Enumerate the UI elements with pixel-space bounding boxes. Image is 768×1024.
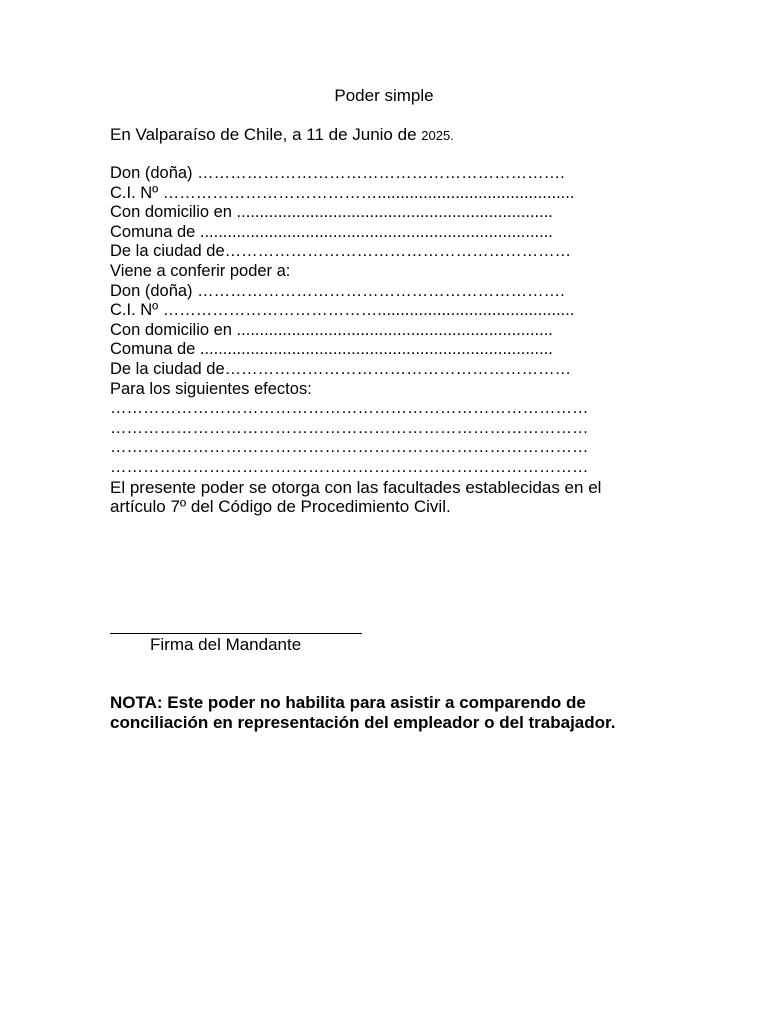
date-year: 2025. [421, 128, 454, 143]
place-date-line [110, 125, 454, 146]
efectos-label-line: Para los siguientes efectos: [110, 379, 312, 398]
signature-label: Firma del Mandante [150, 635, 302, 654]
mandatario-comuna-line: Comuna de ............................................................................. [110, 340, 553, 359]
mandatario-address-line: Con domicilio en ..................................................................... [110, 320, 553, 339]
closing-paragraph: El presente poder se otorga con las facultades establecidas en el artículo 7º del Código de Procedimiento Civil. [110, 477, 602, 517]
efectos-blank-line: …………………………………………………………………………… [110, 399, 589, 418]
confer-poder-line: Viene a conferir poder a: [110, 261, 291, 280]
efectos-blank-line: …………………………………………………………………………… [110, 457, 589, 476]
efectos-blank-line: …………………………………………………………………………… [110, 438, 589, 457]
mandante-city-line: De la ciudad de……………………………………………………… [110, 242, 572, 261]
mandatario-ci-line: C.I. Nº …………………………………........................................... [110, 301, 575, 320]
mandante-ci-line: C.I. Nº …………………………………........................................... [110, 183, 575, 202]
mandante-comuna-line: Comuna de ............................................................................. [110, 222, 553, 241]
nota-paragraph: NOTA: Este poder no habilita para asistir a comparendo de conciliación en representación del empleador o del trabajador. [110, 693, 616, 732]
efectos-blank-line: …………………………………………………………………………… [110, 418, 589, 437]
form-fields [110, 164, 650, 517]
document-title: Poder simple [334, 86, 434, 105]
mandante-address-line: Con domicilio en ..................................................................... [110, 203, 553, 222]
signature-line [110, 614, 362, 634]
mandante-name-line: Don (doña) …………………………………………………………. [110, 164, 565, 182]
mandatario-city-line: De la ciudad de……………………………………………………… [110, 359, 572, 378]
place-date-text: En Valparaíso de Chile, a 11 de Junio de [110, 125, 422, 144]
signature-block [110, 614, 362, 656]
mandatario-name-line: Don (doña) …………………………………………………………. [110, 281, 565, 300]
